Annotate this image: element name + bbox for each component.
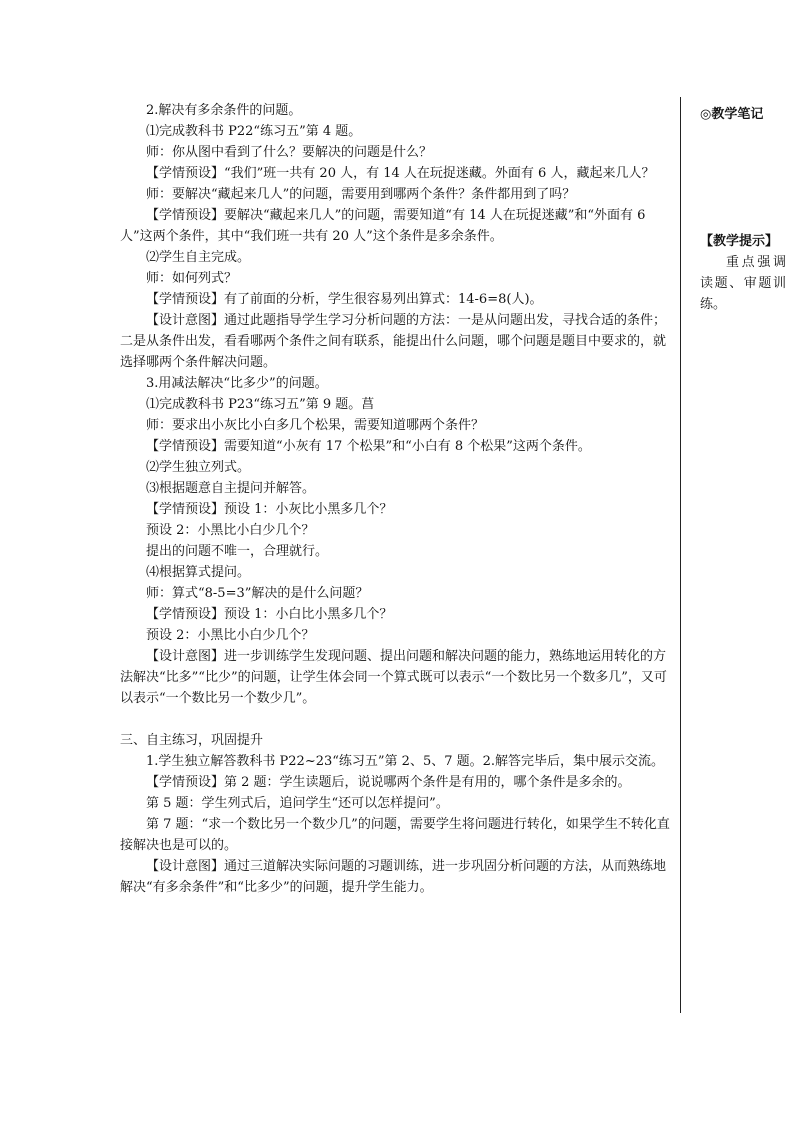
paragraph: 【学情预设】有了前面的分析，学生很容易列出算式：14-6=8(人)。 — [146, 292, 543, 307]
teaching-hint-body: 重点强调读题、审题训练。 — [700, 255, 786, 312]
paragraph: 【学情预设】第 2 题：学生读题后，说说哪两个条件是有用的，哪个条件是多余的。 — [146, 775, 631, 790]
paragraph: 【设计意图】通过三道解决实际问题的习题训练，进一步巩固分析问题的方法，从而熟练地解决“有多余条件”和“比多少”的问题，提升学生能力。 — [120, 859, 667, 895]
paragraph: 【设计意图】进一步训练学生发现问题、提出问题和解决问题的能力，熟练地运用转化的方法解决“比多”“比少”的问题，让学生体会同一个算式既可以表示“一个数比另一个数多几”，又可以表示“一个数比另一个数少几”。 — [120, 649, 667, 706]
paragraph: 【学情预设】预设 1：小灰比小黑多几个？ — [146, 502, 393, 517]
teaching-notes-title: ◎教学笔记 — [700, 107, 764, 122]
paragraph: 【学情预设】需要知道“小灰有 17 个松果”和“小白有 8 个松果”这两个条件。 — [146, 439, 591, 454]
paragraph: ⑶根据题意自主提问并解答。 — [146, 481, 316, 496]
paragraph: 3.用减法解决“比多少”的问题。 — [146, 376, 328, 391]
paragraph: 第 5 题：学生列式后，追问学生“还可以怎样提问”。 — [146, 796, 449, 811]
paragraph: ⑴完成教科书 P23“练习五”第 9 题。菖 — [146, 397, 375, 412]
paragraph: ⑵学生独立列式。 — [146, 460, 251, 475]
paragraph: 师：如何列式？ — [146, 271, 238, 286]
paragraph: 【学情预设】预设 1：小白比小黑多几个？ — [146, 607, 393, 622]
paragraph: 2.解决有多余条件的问题。 — [146, 103, 302, 118]
paragraph: 预设 2：小黑比小白少几个？ — [146, 628, 315, 643]
teaching-hint-title: 【教学提示】 — [700, 234, 779, 249]
paragraph: 提出的问题不唯一，合理就行。 — [146, 544, 329, 559]
paragraph: 三、自主练习，巩固提升 — [120, 733, 264, 748]
paragraph: 师：你从图中看到了什么？要解决的问题是什么？ — [146, 145, 433, 160]
paragraph: 【学情预设】“我们”班一共有 20 人，有 14 人在玩捉迷藏。外面有 6 人，藏起来几人？ — [146, 166, 655, 181]
paragraph: 第 7 题：“求一个数比另一个数少几”的问题，需要学生将问题进行转化，如果学生不转化直接解决也是可以的。 — [120, 817, 670, 853]
paragraph: ⑷根据算式提问。 — [146, 565, 251, 580]
paragraph — [120, 709, 673, 730]
teaching-notes-panel — [700, 104, 786, 125]
paragraph: ⑴完成教科书 P22“练习五”第 4 题。 — [146, 124, 362, 139]
teaching-hint-panel — [700, 231, 786, 315]
paragraph: 师：算式“8-5=3”解决的是什么问题？ — [146, 586, 369, 601]
column-divider — [680, 97, 681, 1013]
paragraph: 【学情预设】要解决“藏起来几人”的问题，需要知道“有 14 人在玩捉迷藏”和“外面有 6 人”这两个条件，其中“我们班一共有 20 人”这个条件是多余条件。 — [120, 208, 646, 244]
paragraph: 师：要解决“藏起来几人”的问题，需要用到哪两个条件？条件都用到了吗？ — [146, 187, 576, 202]
paragraph: 1.学生独立解答教科书 P22~23“练习五”第 2、5、7 题。2.解答完毕后，集中展示交流。 — [146, 754, 665, 769]
paragraph: 预设 2：小黑比小白少几个？ — [146, 523, 315, 538]
paragraph: ⑵学生自主完成。 — [146, 250, 251, 265]
paragraph: 【设计意图】通过此题指导学生学习分析问题的方法：一是从问题出发，寻找合适的条件；二是从条件出发，看看哪两个条件之间有联系，能提出什么问题，哪个问题是题目中要求的，就选择哪两个条件解决问题。 — [120, 313, 667, 370]
paragraph: 师：要求出小灰比小白多几个松果，需要知道哪两个条件？ — [146, 418, 485, 433]
lesson-body — [120, 100, 673, 898]
